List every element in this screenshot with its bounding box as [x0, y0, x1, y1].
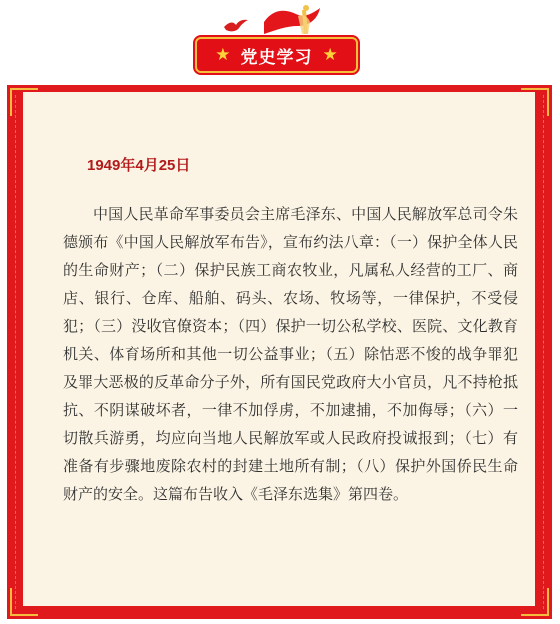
star-icon: ★ — [215, 44, 231, 65]
star-icon: ★ — [322, 44, 338, 65]
red-flag-icon — [262, 4, 324, 38]
article-body: 中国人民革命军事委员会主席毛泽东、中国人民解放军总司令朱德颁布《中国人民解放军布告》，宣布约法八章：（一）保护全体人民的生命财产；（二）保护民族工商农牧业，凡属私人经营的工厂、商店、银行、仓库、船舶、码头、农场、牧场等，一律保护，不受侵犯；（三）没收官僚资本；（四）保护一切公私学校、医院、文化教育机关、体育场所和其他一切公益事业；（五）除怙恶不悛的战争罪犯及罪大恶极的反革命分子外，所有国民党政府大小官员，凡不持枪抵抗、不阴谋破坏者，一律不加俘虏，不加逮捕，不加侮辱；（六）一切散兵游勇，均应向当地人民解放军或人民政府投诚报到；（七）有准备有步骤地废除农村的封建土地所有制；（八）保护外国侨民生命财产的安全。这篇布告收入《毛泽东选集》第四卷。 — [63, 205, 518, 503]
section-title-banner — [195, 37, 358, 73]
section-title: 党史学习 — [240, 47, 313, 68]
dove-icon — [223, 18, 249, 34]
article-date: 1949年4月25日 — [87, 157, 191, 174]
article-frame — [7, 85, 552, 619]
article-paper — [23, 92, 535, 606]
